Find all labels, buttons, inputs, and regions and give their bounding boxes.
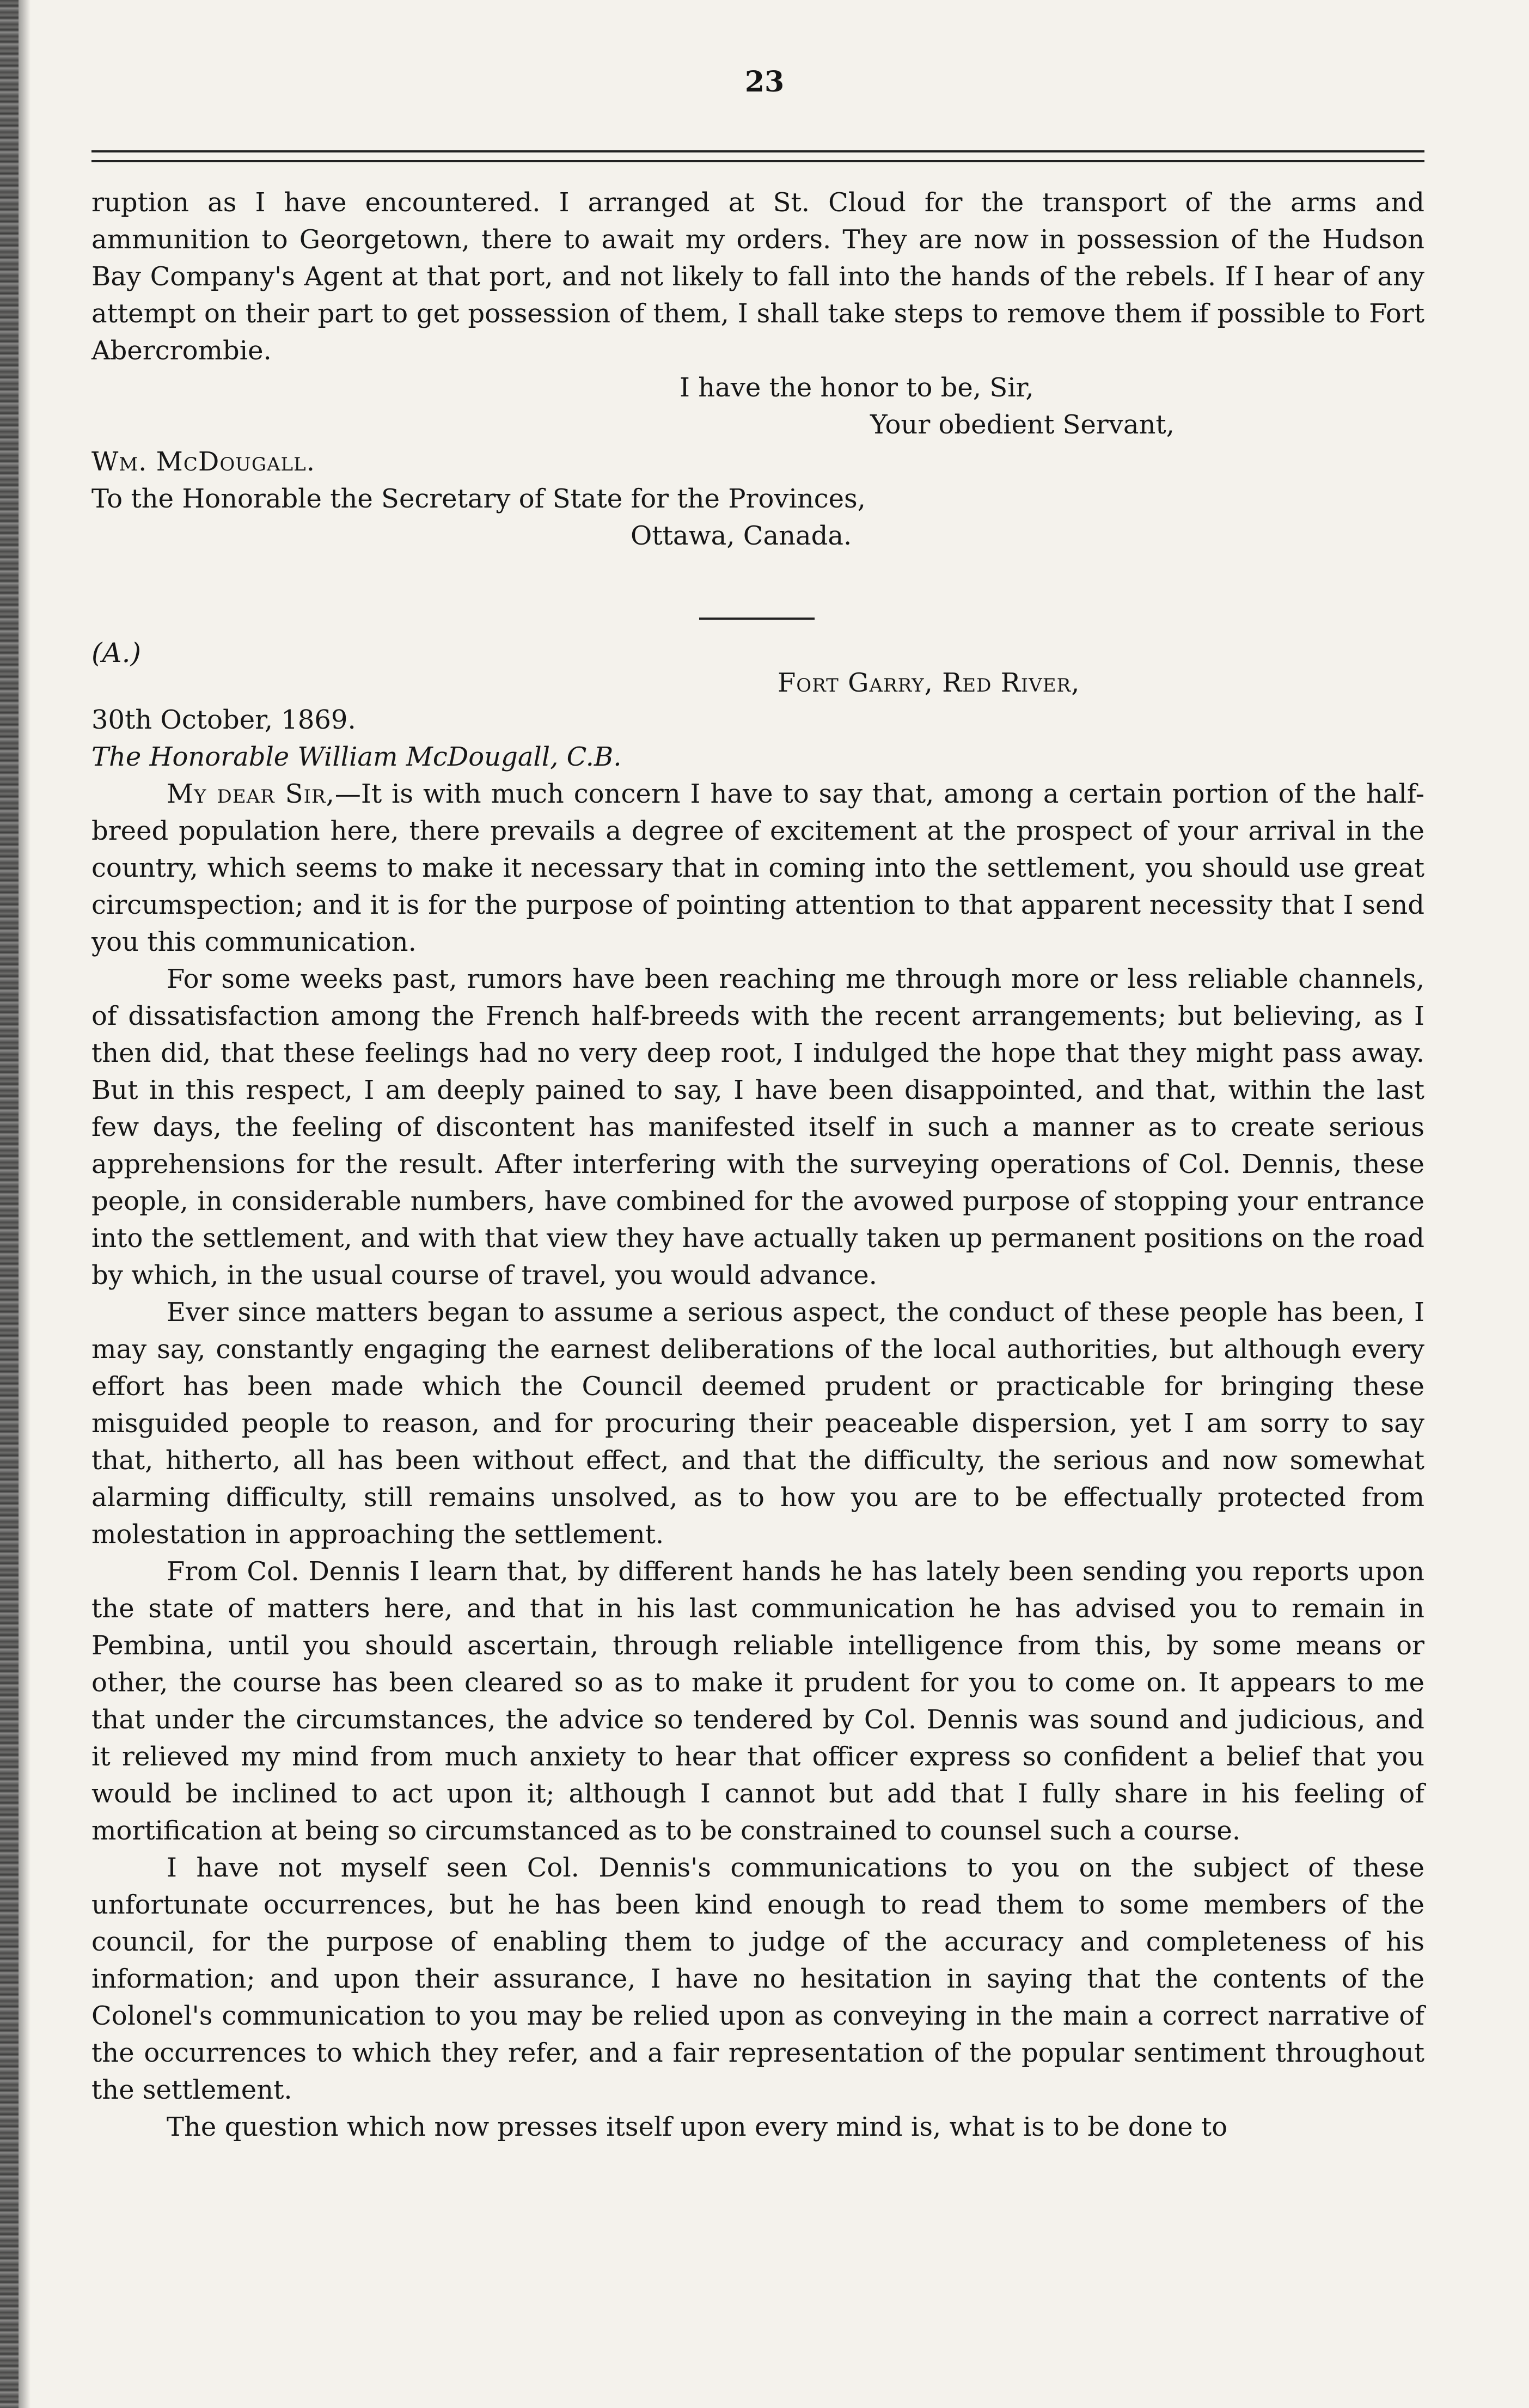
- book-spine-shadow: [0, 0, 19, 2408]
- letter2-salutation: My dear Sir,: [167, 779, 335, 809]
- letter2-paragraph-4: From Col. Dennis I learn that, by different hands he has lately been sending you reports upon the state of matters here, and that in his last communication he has advised you to remain in Pembina, until you should ascertain, through reliable intelligence from this, by some means or other, the course has been cleared so as to make it prudent for you to come on. It appears to me that under the circumstances, the advice so tendered by Col. Dennis was sound and judicious, and it relieved my mind from much anxiety to hear that officer express so confident a belief that you would be inclined to act upon it; although I cannot but add that I fully share in his feeling of mortification at being so circumstanced as to be constrained to counsel such a course.: [91, 1556, 1424, 1846]
- letter-a: [91, 664, 1424, 2146]
- letter-continuation: [91, 184, 1424, 554]
- letter-label: (A.): [91, 637, 142, 669]
- letter2-paragraph-2: For some weeks past, rumors have been reaching me through more or less reliable channels, of dissatisfaction among the French half-breeds with the recent arrangements; but believing, as I then did, that these feelings had no very deep root, I indulged the hope that they might pass away. But in this respect, I am deeply pained to say, I have been disappointed, and that, within the last few days, the feeling of discontent has manifested itself in such a manner as to create serious apprehensions for the result. After interfering with the surveying operations of Col. Dennis, these people, in considerable numbers, have combined for the avowed purpose of stopping your entrance into the settlement, and with that view they have actually taken up permanent positions on the road by which, in the usual course of travel, you would advance.: [91, 964, 1424, 1291]
- letter2-paragraph-5: I have not myself seen Col. Dennis's communications to you on the subject of these unfortunate occurrences, but he has been kind enough to read them to some members of the council, for the purpose of enabling them to judge of the accuracy and completeness of his information; and upon their assurance, I have no hesitation in saying that the contents of the Colonel's communication to you may be relied upon as conveying in the main a correct narrative of the occurrences to which they refer, and a fair representation of the popular sentiment throughout the settlement.: [91, 1853, 1424, 2105]
- letter2-paragraph-1: [91, 775, 1424, 961]
- page-gutter-shadow: [19, 0, 30, 2408]
- letter2-paragraph-3: Ever since matters began to assume a serious aspect, the conduct of these people has been, I may say, constantly engaging the earnest deliberations of the local authorities, but although every effort has been made which the Council deemed prudent or practicable for bringing these misguided people to reason, and for procuring their peaceable dispersion, yet I am sorry to say that, hitherto, all has been without effect, and that the difficulty, the serious and now somewhat alarming difficulty, still remains unsolved, as to how you are to be effectually protected from molestation in approaching the settlement.: [91, 1297, 1424, 1550]
- page-number: 23: [744, 65, 785, 99]
- letter1-addressee-line2: Ottawa, Canada.: [631, 521, 852, 551]
- letter1-closing-line2: Your obedient Servant,: [870, 410, 1175, 440]
- section-divider: [699, 618, 815, 620]
- letter1-body: ruption as I have encountered. I arranged at St. Cloud for the transport of the arms and ammunition to Georgetown, there to await my orders. They are now in possession of the Hudson Bay Company's Agent at that port, and not likely to fall into the hands of the rebels. If I hear of any attempt on their part to get possession of them, I shall take steps to remove them if possible to Fort Abercrombie.: [91, 187, 1424, 366]
- letter2-paragraph-6: The question which now presses itself upon every mind is, what is to be done to: [167, 2112, 1228, 2142]
- letter2-recipient: The Honorable William McDougall, C.B.: [91, 742, 622, 772]
- letter1-addressee-line1: To the Honorable the Secretary of State for the Provinces,: [91, 484, 866, 514]
- header-rule-top: [91, 150, 1424, 152]
- letter2-date: 30th October, 1869.: [91, 705, 356, 735]
- letter1-signature: Wm. McDougall.: [91, 447, 315, 477]
- letter2-place: Fort Garry, Red River,: [778, 668, 1080, 698]
- header-rule-bottom: [91, 160, 1424, 162]
- letter1-closing-line1: I have the honor to be, Sir,: [680, 372, 1034, 403]
- letter2-paragraph-1-text: —It is with much concern I have to say that, among a certain portion of the half-breed population here, there prevails a degree of excitement at the prospect of your arrival in the country, which seems to make it necessary that in coming into the settlement, you should use great circumspection; and it is for the purpose of pointing attention to that apparent necessity that I send you this communication.: [91, 779, 1425, 957]
